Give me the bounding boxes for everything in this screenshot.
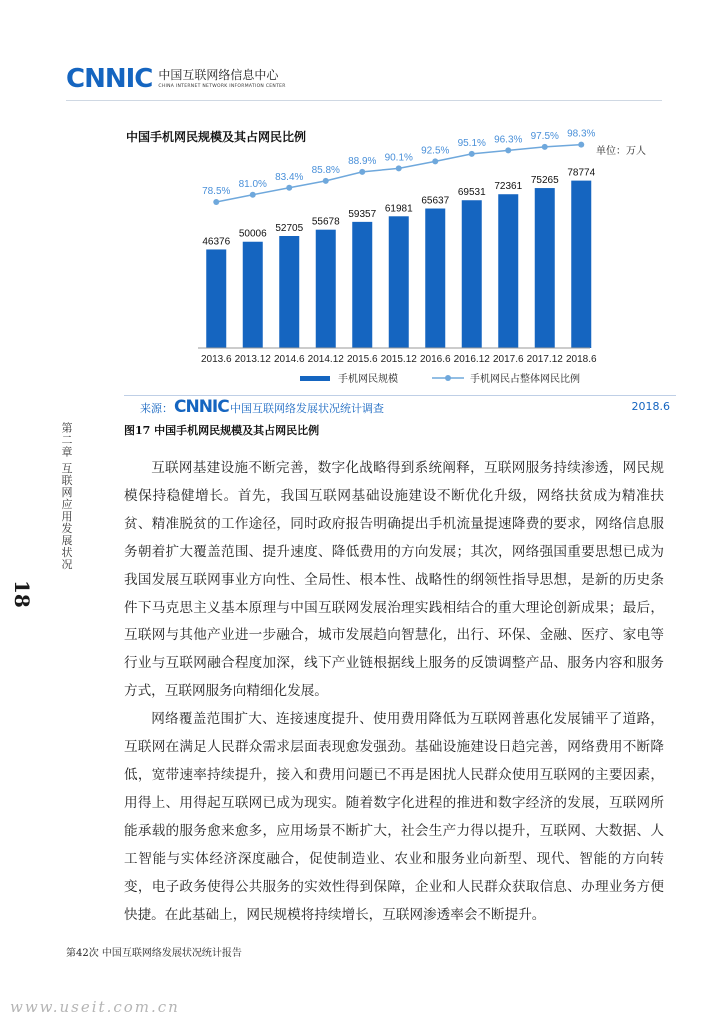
line-point-2016.6 <box>432 158 438 164</box>
line-point-2018.6 <box>578 142 584 148</box>
bar-value-label: 59357 <box>348 208 377 220</box>
x-tick-label: 2015.6 <box>346 354 378 365</box>
body-text <box>124 455 664 929</box>
bar-2014.12 <box>316 230 336 348</box>
bar-value-label: 75265 <box>530 175 559 187</box>
org-name-cn: 中国互联网络信息中心 <box>158 68 279 82</box>
pct-label: 97.5% <box>530 130 559 142</box>
pct-label: 78.5% <box>202 186 231 197</box>
pct-label: 92.5% <box>421 145 450 157</box>
bar-value-label: 72361 <box>494 181 523 193</box>
x-tick-label: 2014.6 <box>273 354 305 365</box>
bar-value-label: 46376 <box>202 236 231 248</box>
x-tick-label: 2018.6 <box>565 354 597 365</box>
bar-2015.6 <box>352 222 372 348</box>
footer-report-title: 第42次 中国互联网络发展状况统计报告 <box>66 948 242 959</box>
bar-2013.6 <box>206 249 226 348</box>
pct-label: 98.3% <box>567 128 596 140</box>
x-tick-label: 2013.12 <box>234 354 271 365</box>
bar-2013.12 <box>243 242 263 348</box>
source-bar <box>124 395 676 416</box>
bar-2017.6 <box>498 194 518 348</box>
side-page-number: 18 <box>10 580 34 608</box>
line-point-2013.6 <box>213 199 219 205</box>
legend-swatch-line-dot <box>445 375 451 381</box>
bar-value-label: 52705 <box>275 223 304 235</box>
line-point-2013.12 <box>250 192 256 198</box>
paragraph-2: 网络覆盖范围扩大、连接速度提升、使用费用降低为互联网普惠化发展铺平了道路，互联网在满足人民群众需求层面表现愈发强劲。基础设施建设日趋完善，网络费用不断降低，宽带速率持续提升，接入和费用问题已不再是困扰人民群众使用互联网的主要因素，用得上、用得起互联网已成为现实。随着数字化进程的推进和数字经济的发展，互联网所能承载的服务愈来愈多，应用场景不断扩大，社会生产力得以提升，互联网、大数据、人工智能与实体经济深度融合，促使制造业、农业和服务业向新型、现代、智能的方向转变，电子政务使得公共服务的实效性得到保障，企业和人民群众获取信息、办理业务方便快捷。在此基础上，网民规模将持续增长，互联网渗透率会不断提升。 <box>124 711 664 923</box>
bar-value-label: 55678 <box>311 216 340 228</box>
x-tick-label: 2016.12 <box>453 354 490 365</box>
bar-2017.12 <box>535 188 555 348</box>
pct-label: 83.4% <box>275 171 304 183</box>
line-point-2017.12 <box>542 144 548 150</box>
bar-value-label: 69531 <box>457 187 486 199</box>
pct-label: 85.8% <box>311 164 340 176</box>
bar-2016.12 <box>462 200 482 348</box>
bar-2018.6 <box>571 181 591 348</box>
x-tick-label: 2014.12 <box>307 354 344 365</box>
source-date: 2018.6 <box>631 400 670 413</box>
source-prefix: 来源： <box>140 402 173 415</box>
pct-label: 96.3% <box>494 134 523 146</box>
header-logo <box>66 66 286 92</box>
line-point-2015.12 <box>396 165 402 171</box>
x-tick-label: 2017.12 <box>526 354 563 365</box>
org-name-en: CHINA INTERNET NETWORK INFORMATION CENTER <box>158 84 286 89</box>
x-tick-label: 2017.6 <box>492 354 524 365</box>
bar-2016.6 <box>425 209 445 348</box>
x-tick-label: 2016.6 <box>419 354 451 365</box>
x-tick-label: 2013.6 <box>200 354 232 365</box>
pct-label: 95.1% <box>457 137 486 149</box>
unit-label: 单位：万人 <box>596 146 646 157</box>
bar-2014.6 <box>279 236 299 348</box>
side-chapter-label: 第二章 互联网应用发展状况 <box>60 422 73 571</box>
bar-value-label: 50006 <box>238 228 267 240</box>
x-tick-label: 2015.12 <box>380 354 417 365</box>
source-name: 中国互联网络发展状况统计调查 <box>230 402 384 415</box>
bar-value-label: 65637 <box>421 195 450 207</box>
watermark: www.useit.com.cn <box>10 998 180 1016</box>
legend-swatch-bar <box>300 376 330 381</box>
cnnic-logo: CNNIC <box>66 64 153 94</box>
line-point-2017.6 <box>505 147 511 153</box>
line-point-2016.12 <box>469 151 475 157</box>
pct-label: 81.0% <box>238 178 267 190</box>
logo-text-block <box>158 68 285 89</box>
line-point-2014.6 <box>286 185 292 191</box>
line-point-2015.6 <box>359 169 365 175</box>
paragraph-1: 互联网基建设施不断完善，数字化战略得到系统阐释，互联网服务持续渗透，网民规模保持稳健增长。首先，我国互联网基础设施建设不断优化升级，网络扶贫成为精准扶贫、精准脱贫的工作途径，同时政府报告明确提出手机流量提速降费的要求，网络信息服务朝着扩大覆盖范围、提升速度、降低费用的方向发展；其次，网络强国重要思想已成为我国发展互联网事业方向性、全局性、根本性、战略性的纲领性指导思想，是新的历史条件下马克思主义基本原理与中国互联网发展治理实践相结合的重大理论创新成果；最后，互联网与其他产业进一步融合，城市发展趋向智慧化，出行、环保、金融、医疗、家电等行业与互联网融合程度加深，线下产业链根据线上服务的反馈调整产品、服务内容和服务方式，互联网服务向精细化发展。 <box>124 460 664 700</box>
pct-label: 90.1% <box>384 152 413 164</box>
bar-2015.12 <box>389 216 409 348</box>
pct-label: 88.9% <box>348 155 377 167</box>
bar-value-label: 78774 <box>567 167 596 179</box>
source-cnnic-logo: CNNIC <box>174 397 229 417</box>
legend-label-line: 手机网民占整体网民比例 <box>470 374 580 385</box>
bar-value-label: 61981 <box>384 203 413 215</box>
chart-title: 中国手机网民规模及其占网民比例 <box>126 130 307 144</box>
legend-label-bar: 手机网民规模 <box>338 374 398 385</box>
line-point-2014.12 <box>323 178 329 184</box>
figure-caption: 图17 中国手机网民规模及其占网民比例 <box>124 424 320 437</box>
header-divider <box>66 100 662 101</box>
